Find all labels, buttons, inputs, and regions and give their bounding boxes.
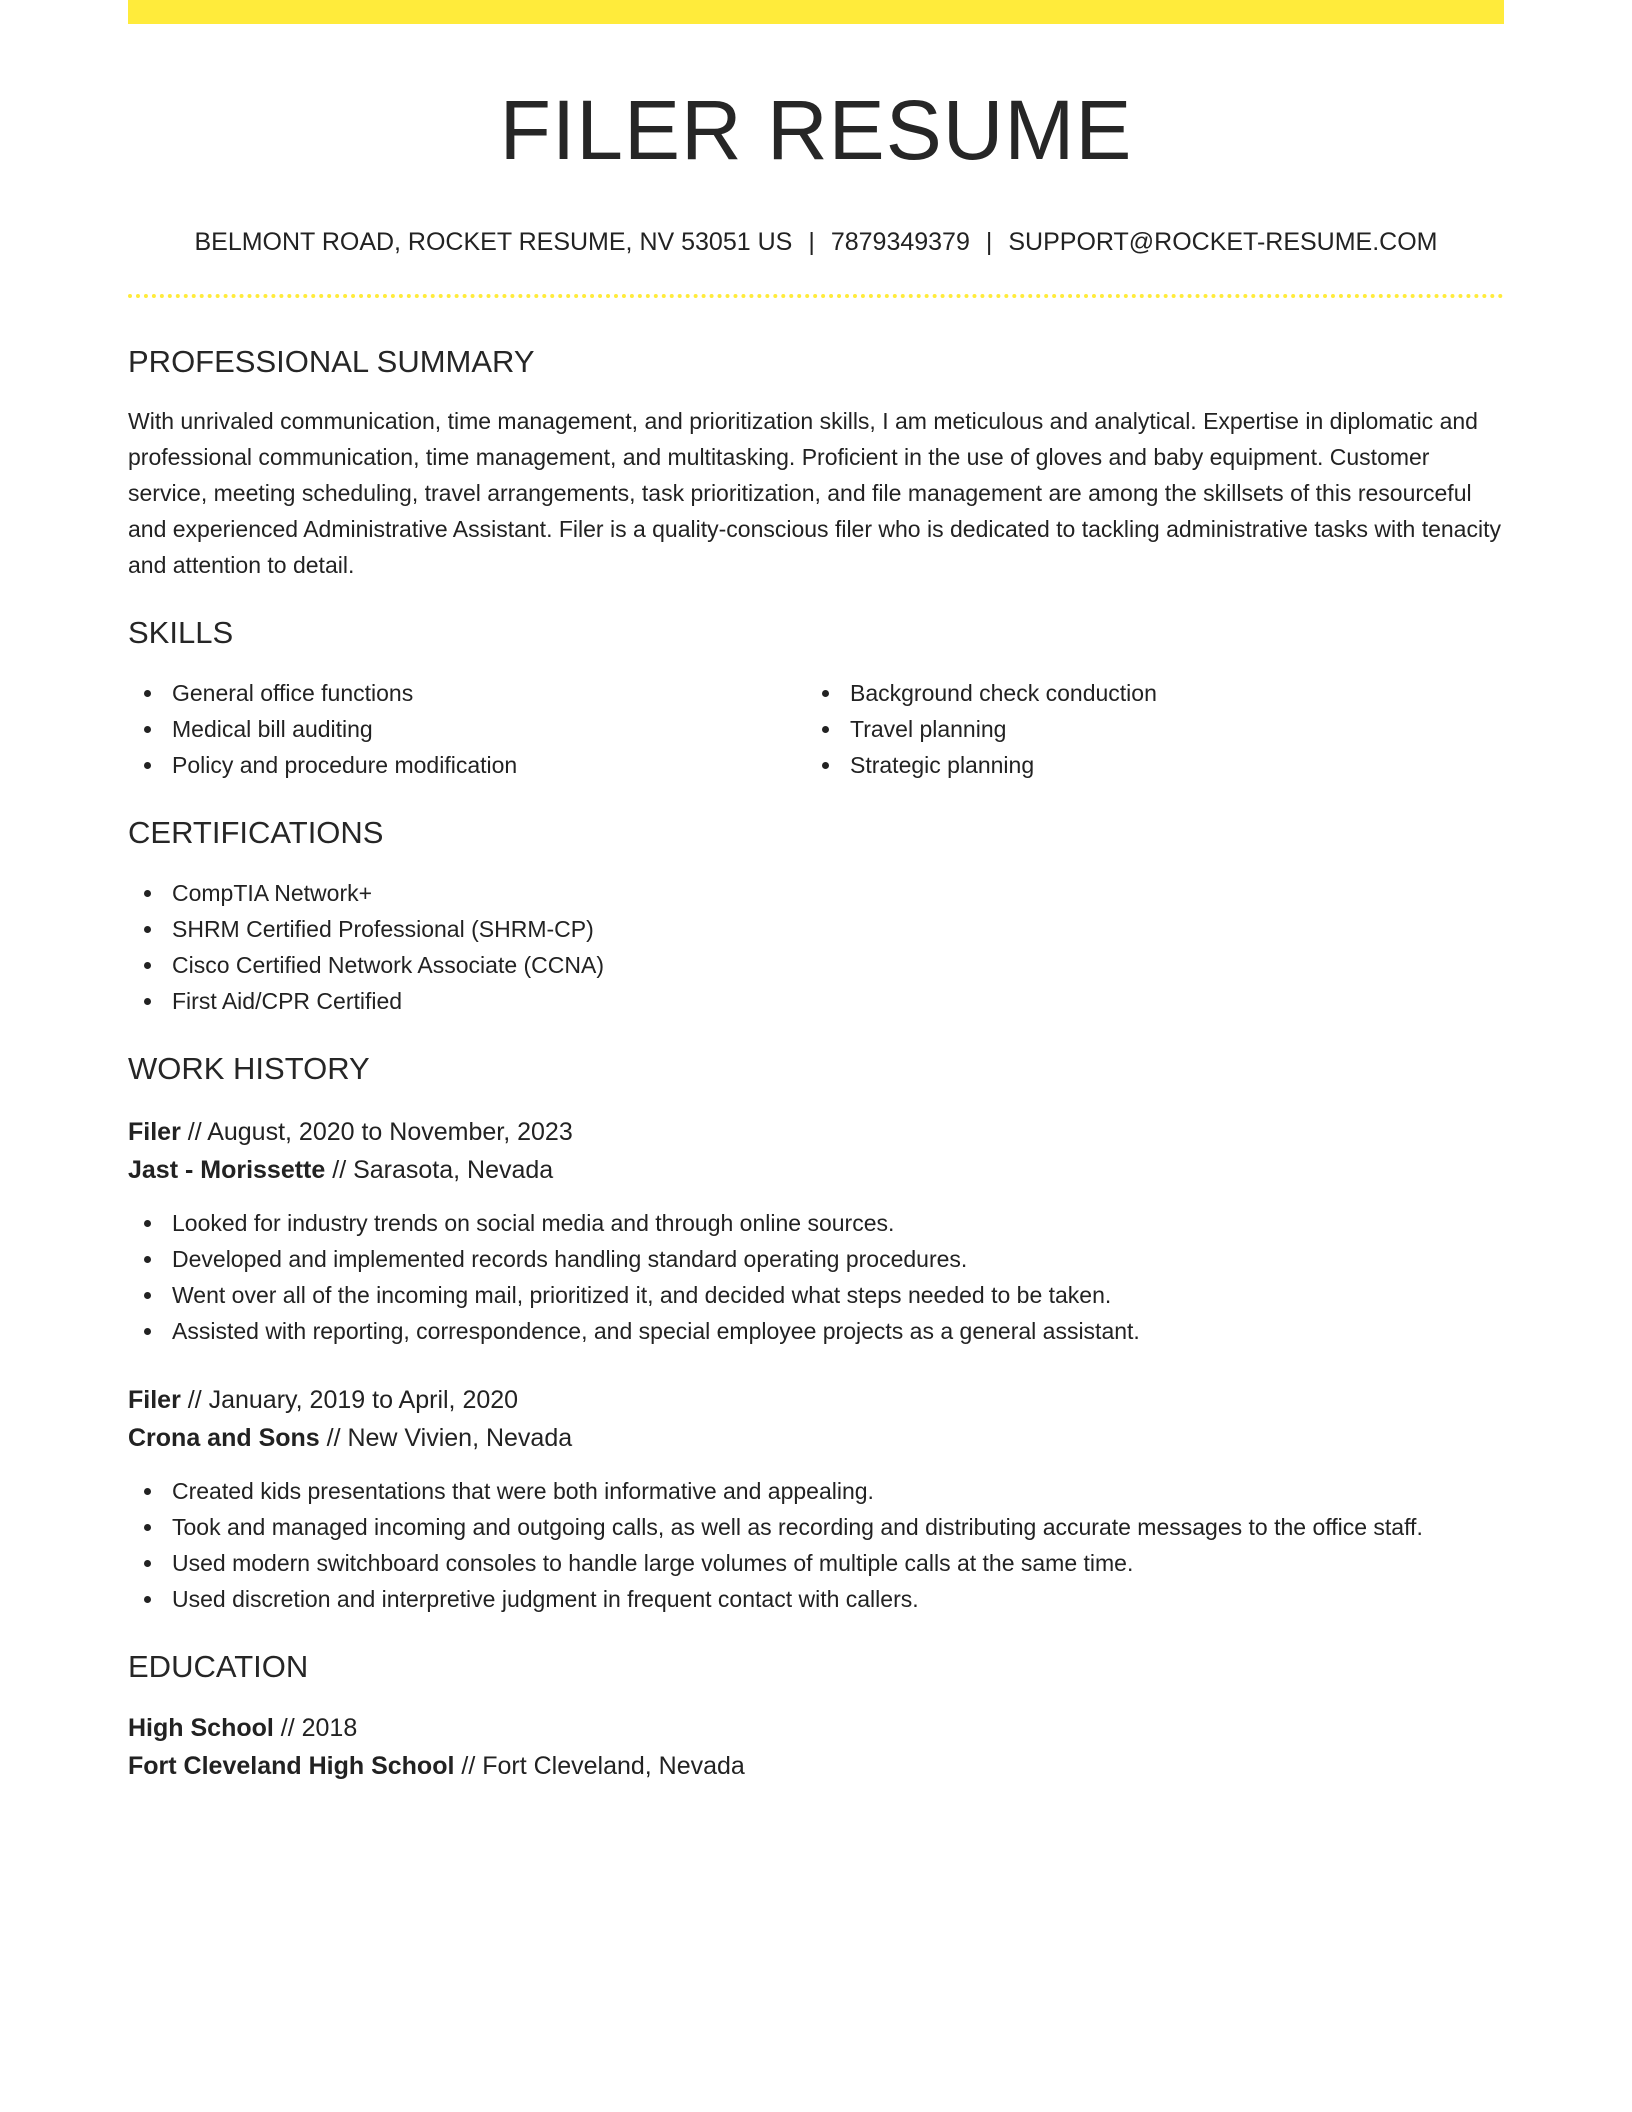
job-company-line xyxy=(128,1151,1504,1189)
job-dates: // August, 2020 to November, 2023 xyxy=(180,1118,573,1146)
work-history-heading: WORK HISTORY xyxy=(128,1051,370,1086)
contact-separator: | xyxy=(985,228,993,256)
skills-heading: SKILLS xyxy=(128,615,234,650)
certification-item: SHRM Certified Professional (SHRM-CP) xyxy=(128,911,1504,947)
certification-item: Cisco Certified Network Associate (CCNA) xyxy=(128,947,1504,983)
job-duty-item: Went over all of the incoming mail, prioritized it, and decided what steps needed to be taken. xyxy=(128,1277,1504,1313)
job-company: Crona and Sons xyxy=(128,1424,320,1452)
skills-column-right xyxy=(806,675,1484,783)
skill-item: Travel planning xyxy=(806,711,1484,747)
contact-phone: 7879349379 xyxy=(830,228,970,256)
education-year: // 2018 xyxy=(273,1714,358,1742)
summary-heading: PROFESSIONAL SUMMARY xyxy=(128,344,535,379)
skill-item: General office functions xyxy=(128,675,806,711)
skills-columns xyxy=(128,675,1504,783)
resume-page xyxy=(128,0,1504,1785)
skill-item: Policy and procedure modification xyxy=(128,747,806,783)
certification-item: First Aid/CPR Certified xyxy=(128,983,1504,1019)
skill-item: Background check conduction xyxy=(806,675,1484,711)
skills-column-left xyxy=(128,675,806,783)
job-title-line xyxy=(128,1381,1504,1419)
job-duty-item: Developed and implemented records handling standard operating procedures. xyxy=(128,1241,1504,1277)
resume-title: FILER RESUME xyxy=(499,83,1133,177)
education-degree-line xyxy=(128,1709,1504,1747)
job-duty-item: Used discretion and interpretive judgment in frequent contact with callers. xyxy=(128,1581,1504,1617)
contact-line xyxy=(128,226,1504,258)
job-duties-list xyxy=(128,1473,1504,1617)
education-degree: High School xyxy=(128,1714,274,1742)
job-location: // Sarasota, Nevada xyxy=(325,1156,554,1184)
contact-address: BELMONT ROAD, ROCKET RESUME, NV 53051 US xyxy=(194,228,793,256)
job-role: Filer xyxy=(128,1386,181,1414)
job-location: // New Vivien, Nevada xyxy=(319,1424,573,1452)
dotted-divider xyxy=(128,294,1504,298)
contact-email: SUPPORT@ROCKET-RESUME.COM xyxy=(1008,228,1438,256)
education-school: Fort Cleveland High School xyxy=(128,1752,455,1780)
job-duty-item: Created kids presentations that were both informative and appealing. xyxy=(128,1473,1504,1509)
skills-list-right xyxy=(806,675,1484,783)
education-heading: EDUCATION xyxy=(128,1649,309,1684)
certifications-heading: CERTIFICATIONS xyxy=(128,815,384,850)
job-duty-item: Used modern switchboard consoles to handle large volumes of multiple calls at the same time. xyxy=(128,1545,1504,1581)
job-duty-item: Assisted with reporting, correspondence, and special employee projects as a general assistant. xyxy=(128,1313,1504,1349)
skill-item: Strategic planning xyxy=(806,747,1484,783)
accent-top-bar xyxy=(128,0,1504,24)
certifications-list xyxy=(128,875,1504,1019)
job-duty-item: Looked for industry trends on social media and through online sources. xyxy=(128,1205,1504,1241)
education-school-line xyxy=(128,1747,1504,1785)
skills-list-left xyxy=(128,675,806,783)
contact-separator: | xyxy=(808,228,815,256)
job-company: Jast - Morissette xyxy=(128,1156,326,1184)
job-duties-list xyxy=(128,1205,1504,1349)
skill-item: Medical bill auditing xyxy=(128,711,806,747)
job-title-line xyxy=(128,1113,1504,1151)
job-role: Filer xyxy=(128,1118,181,1146)
job-dates: // January, 2019 to April, 2020 xyxy=(180,1386,519,1414)
job-company-line xyxy=(128,1419,1504,1457)
education-location: // Fort Cleveland, Nevada xyxy=(454,1752,745,1780)
certification-item: CompTIA Network+ xyxy=(128,875,1504,911)
summary-text: With unrivaled communication, time management, and prioritization skills, I am meticulous and analytical. Expertise in diplomatic and professional communication, time management, and multitasking. Proficient in the use of gloves and baby equipment. Customer service, meeting scheduling, travel arrangements, task prioritization, and file management are among the skillsets of this resourceful and experienced Administrative Assistant. Filer is a quality-conscious filer who is dedicated to tackling administrative tasks with tenacity and attention to detail. xyxy=(128,408,1501,578)
job-duty-item: Took and managed incoming and outgoing calls, as well as recording and distributing accurate messages to the office staff. xyxy=(128,1509,1504,1545)
